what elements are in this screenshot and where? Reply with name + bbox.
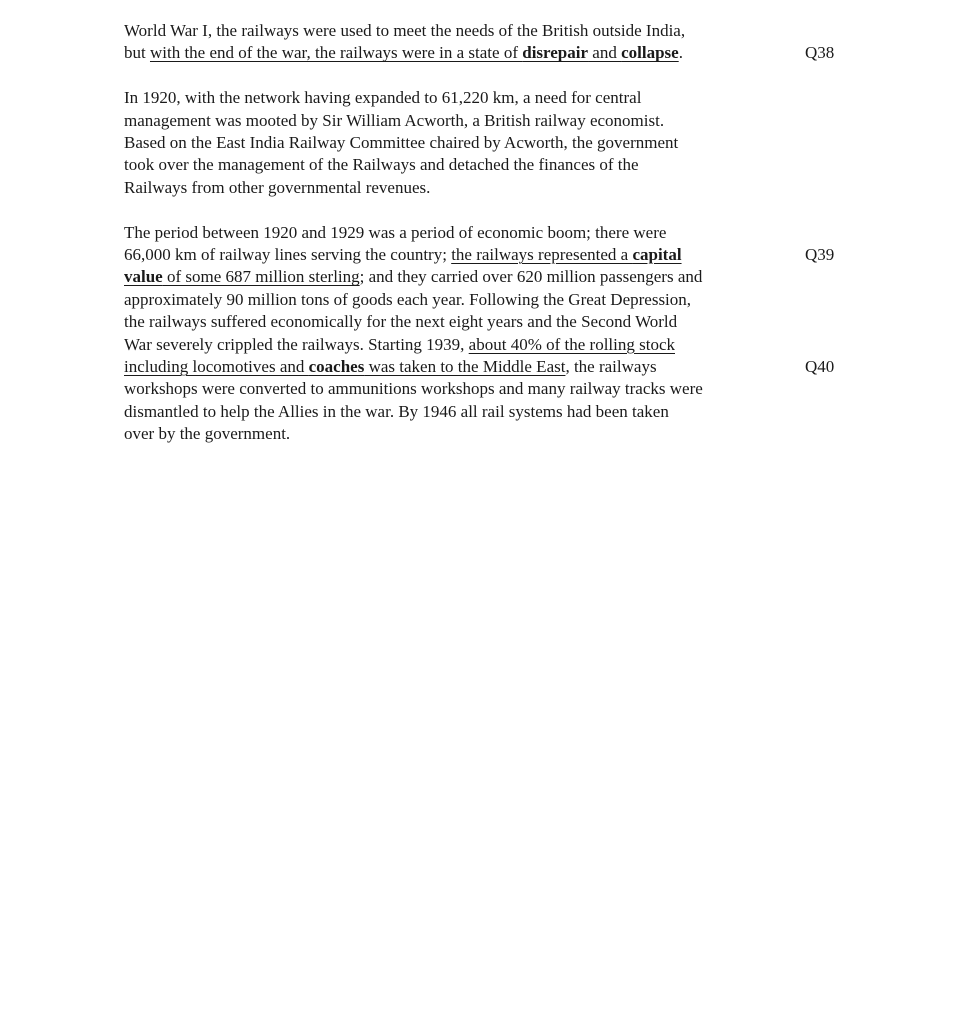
text-line: [124, 266, 791, 288]
highlighted-text: including locomotives and: [124, 357, 309, 377]
text-line: [124, 401, 791, 423]
highlighted-text: and: [588, 43, 622, 63]
text-line: [124, 20, 791, 42]
text-segment: , the railways: [565, 357, 657, 377]
question-marker: Q39: [805, 245, 835, 265]
highlighted-text: of some 687 million sterling: [162, 267, 360, 287]
highlighted-text: disrepair: [522, 43, 589, 63]
paragraph: [124, 20, 835, 65]
text-line: [124, 289, 791, 311]
text-segment: .: [678, 43, 683, 63]
text-segment: took over the management of the Railways and detached the finances of the: [124, 155, 639, 175]
text-segment: management was mooted by Sir William Acworth, a British railway economist.: [124, 110, 665, 130]
question-marker: Q38: [805, 43, 835, 63]
text-segment: Railways from other governmental revenues.: [124, 177, 431, 197]
highlighted-text: was taken to the Middle East: [364, 357, 566, 377]
text-line: [124, 244, 835, 266]
highlighted-text: capital: [632, 245, 682, 265]
paragraph: [124, 87, 791, 199]
text-segment: World War I, the railways were used to meet the needs of the British outside India,: [124, 21, 686, 40]
text-line: [124, 334, 791, 356]
text-line: [124, 154, 791, 176]
highlighted-text: with the end of the war, the railways were in a state of: [149, 43, 523, 63]
text-segment: approximately 90 million tons of goods each year. Following the Great Depression,: [124, 289, 692, 309]
text-segment: ; and they carried over 620 million passengers and: [359, 267, 703, 287]
text-segment: but: [124, 43, 150, 63]
text-segment: over by the government.: [124, 424, 291, 444]
text-segment: In 1920, with the network having expanded to 61,220 km, a need for central: [124, 88, 642, 108]
text-line: [124, 311, 791, 333]
text-line: [124, 132, 791, 154]
highlighted-text: coaches: [308, 357, 365, 377]
passage: [124, 20, 835, 468]
highlighted-text: value: [124, 267, 163, 287]
text-segment: workshops were converted to ammunitions workshops and many railway tracks were: [124, 379, 703, 399]
highlighted-text: collapse: [621, 43, 679, 63]
text-segment: dismantled to help the Allies in the war. By 1946 all rail systems had been taken: [124, 401, 669, 421]
text-line: [124, 87, 791, 109]
paragraph: [124, 222, 835, 446]
text-line: [124, 423, 791, 445]
text-line: [124, 356, 835, 378]
text-segment: 66,000 km of railway lines serving the country;: [124, 245, 452, 265]
text-line: [124, 177, 791, 199]
text-line: [124, 110, 791, 132]
question-marker: Q40: [805, 357, 835, 377]
text-line: [124, 378, 791, 400]
highlighted-text: about 40% of the rolling stock: [468, 334, 675, 354]
text-line: [124, 222, 791, 244]
text-segment: The period between 1920 and 1929 was a period of economic boom; there were: [124, 222, 667, 242]
text-segment: the railways suffered economically for the next eight years and the Second World: [124, 312, 678, 332]
text-line: [124, 42, 835, 64]
highlighted-text: the railways represented a: [451, 245, 633, 265]
text-segment: War severely crippled the railways. Starting 1939,: [124, 334, 469, 354]
text-segment: Based on the East India Railway Committee chaired by Acworth, the government: [124, 133, 679, 153]
